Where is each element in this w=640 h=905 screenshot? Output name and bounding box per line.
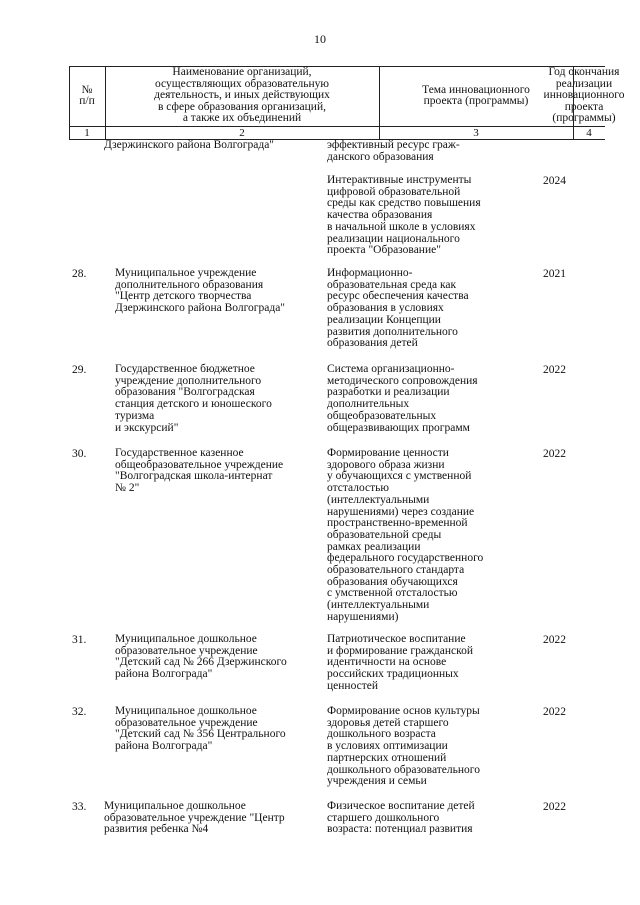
row-number: 31. bbox=[72, 634, 87, 646]
header-col-year: Год окончания реализации инновационного проекта (программы) bbox=[543, 66, 625, 125]
row-year: 2022 bbox=[543, 634, 566, 646]
row-number: 28. bbox=[72, 268, 87, 280]
column-number-2: 2 bbox=[239, 127, 245, 139]
row-topic: Формирование ценности здорового образа жизни у обучающихся с умственной отсталостью (интеллектуальными нарушениями) через создание пространственно-временной образовательной среды рамках реализации федерального государственного образовательного стандарта образования обучающихся с умственной отсталостью (интеллектуальными нарушениями) bbox=[327, 447, 484, 623]
continued-org-text: Дзержинского района Волгограда" bbox=[104, 139, 274, 151]
row-organization: Муниципальное дошкольное образовательное учреждение "Центр развития ребенка №4 bbox=[104, 800, 285, 836]
continued-topic-text: эффективный ресурс граж- данского образования bbox=[327, 139, 460, 163]
header-col-topic: Тема инновационного проекта (программы) bbox=[422, 83, 530, 107]
row-organization: Муниципальное учреждение дополнительного образования "Центр детского творчества Дзержинского района Волгограда" bbox=[115, 267, 285, 315]
row-topic: Информационно- образовательная среда как ресурс обеспечения качества образования в условиях реализации Концепции развития дополнительного образования детей bbox=[327, 267, 469, 350]
table-header bbox=[69, 66, 625, 140]
row-year: 2022 bbox=[543, 706, 566, 718]
row-topic: Система организационно- методического сопровождения разработки и реализации дополнительных общеобразовательных общеразвивающих программ bbox=[327, 363, 478, 434]
row-number: 32. bbox=[72, 706, 87, 718]
column-number-1: 1 bbox=[84, 127, 90, 139]
row-number: 30. bbox=[72, 448, 87, 460]
row-year: 2022 bbox=[543, 448, 566, 460]
row-year: 2022 bbox=[543, 364, 566, 376]
row-topic: Формирование основ культуры здоровья детей старшего дошкольного возраста в условиях оптимизации партнерских отношений дошкольного образовательного учреждения и семьи bbox=[327, 705, 480, 788]
row-organization: Муниципальное дошкольное образовательное учреждение "Детский сад № 356 Центрального района Волгограда" bbox=[115, 705, 286, 753]
row-number: 33. bbox=[72, 801, 87, 813]
header-col-number: № п/п bbox=[79, 83, 95, 107]
row-year: 2021 bbox=[543, 268, 566, 280]
continued-year: 2024 bbox=[543, 175, 566, 187]
row-year: 2022 bbox=[543, 801, 566, 813]
row-number: 29. bbox=[72, 364, 87, 376]
header-col-organization: Наименование организаций, осуществляющих образовательную деятельность, и иных действующих в сфере образования организаций, а также их объединений bbox=[154, 66, 330, 125]
page-number: 10 bbox=[314, 32, 326, 46]
row-organization: Государственное казенное общеобразовательное учреждение "Волгоградская школа-интернат № 2" bbox=[115, 447, 284, 495]
row-organization: Муниципальное дошкольное образовательное учреждение "Детский сад № 266 Дзержинского района Волгограда" bbox=[115, 633, 287, 681]
continued-topic-2: Интерактивные инструменты цифровой образовательной среды как средство повышения качества образования в начальной школе в условиях реализации национального проекта "Образование" bbox=[327, 174, 481, 257]
row-topic: Физическое воспитание детей старшего дошкольного возраста: потенциал развития bbox=[327, 800, 475, 836]
column-number-4: 4 bbox=[586, 127, 592, 139]
column-number-3: 3 bbox=[473, 127, 479, 139]
row-organization: Государственное бюджетное учреждение дополнительного образования "Волгоградская станция детского и юношеского туризма и экскурсий" bbox=[115, 363, 272, 434]
row-topic: Патриотическое воспитание и формирование гражданской идентичности на основе российских традиционных ценностей bbox=[327, 633, 474, 692]
